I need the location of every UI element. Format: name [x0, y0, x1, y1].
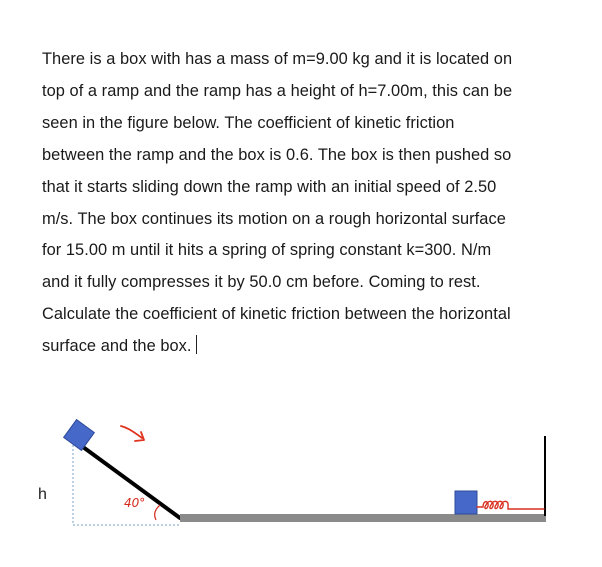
problem-line: that it starts sliding down the ramp with an initial speed of 2.50	[42, 177, 497, 196]
motion-arrow-icon	[121, 426, 142, 438]
problem-line: between the ramp and the box is 0.6. The box is then pushed so	[42, 145, 512, 164]
problem-line: seen in the figure below. The coefficient of kinetic friction	[42, 113, 455, 132]
spring-icon	[477, 501, 544, 509]
problem-line: m/s. The box continues its motion on a rough horizontal surface	[42, 209, 506, 228]
problem-line: There is a box with has a mass of m=9.00 kg and it is located on	[42, 50, 513, 68]
horizontal-floor	[180, 514, 546, 522]
problem-line: Calculate the coefficient of kinetic friction between the horizontal	[42, 305, 511, 324]
box-at-spring	[455, 491, 477, 514]
angle-label: 40°	[124, 496, 146, 510]
problem-line: surface and the box.	[42, 337, 192, 356]
problem-line: and it fully compresses it by 50.0 cm before. Coming to rest.	[42, 273, 481, 292]
problem-line: top of a ramp and the ramp has a height of h=7.00m, this can be	[42, 81, 513, 100]
angle-arc	[155, 505, 160, 520]
problem-line: for 15.00 m until it hits a spring of spring constant k=300. N/m	[42, 241, 492, 260]
height-label: h	[38, 486, 47, 503]
box-on-ramp	[64, 420, 95, 451]
